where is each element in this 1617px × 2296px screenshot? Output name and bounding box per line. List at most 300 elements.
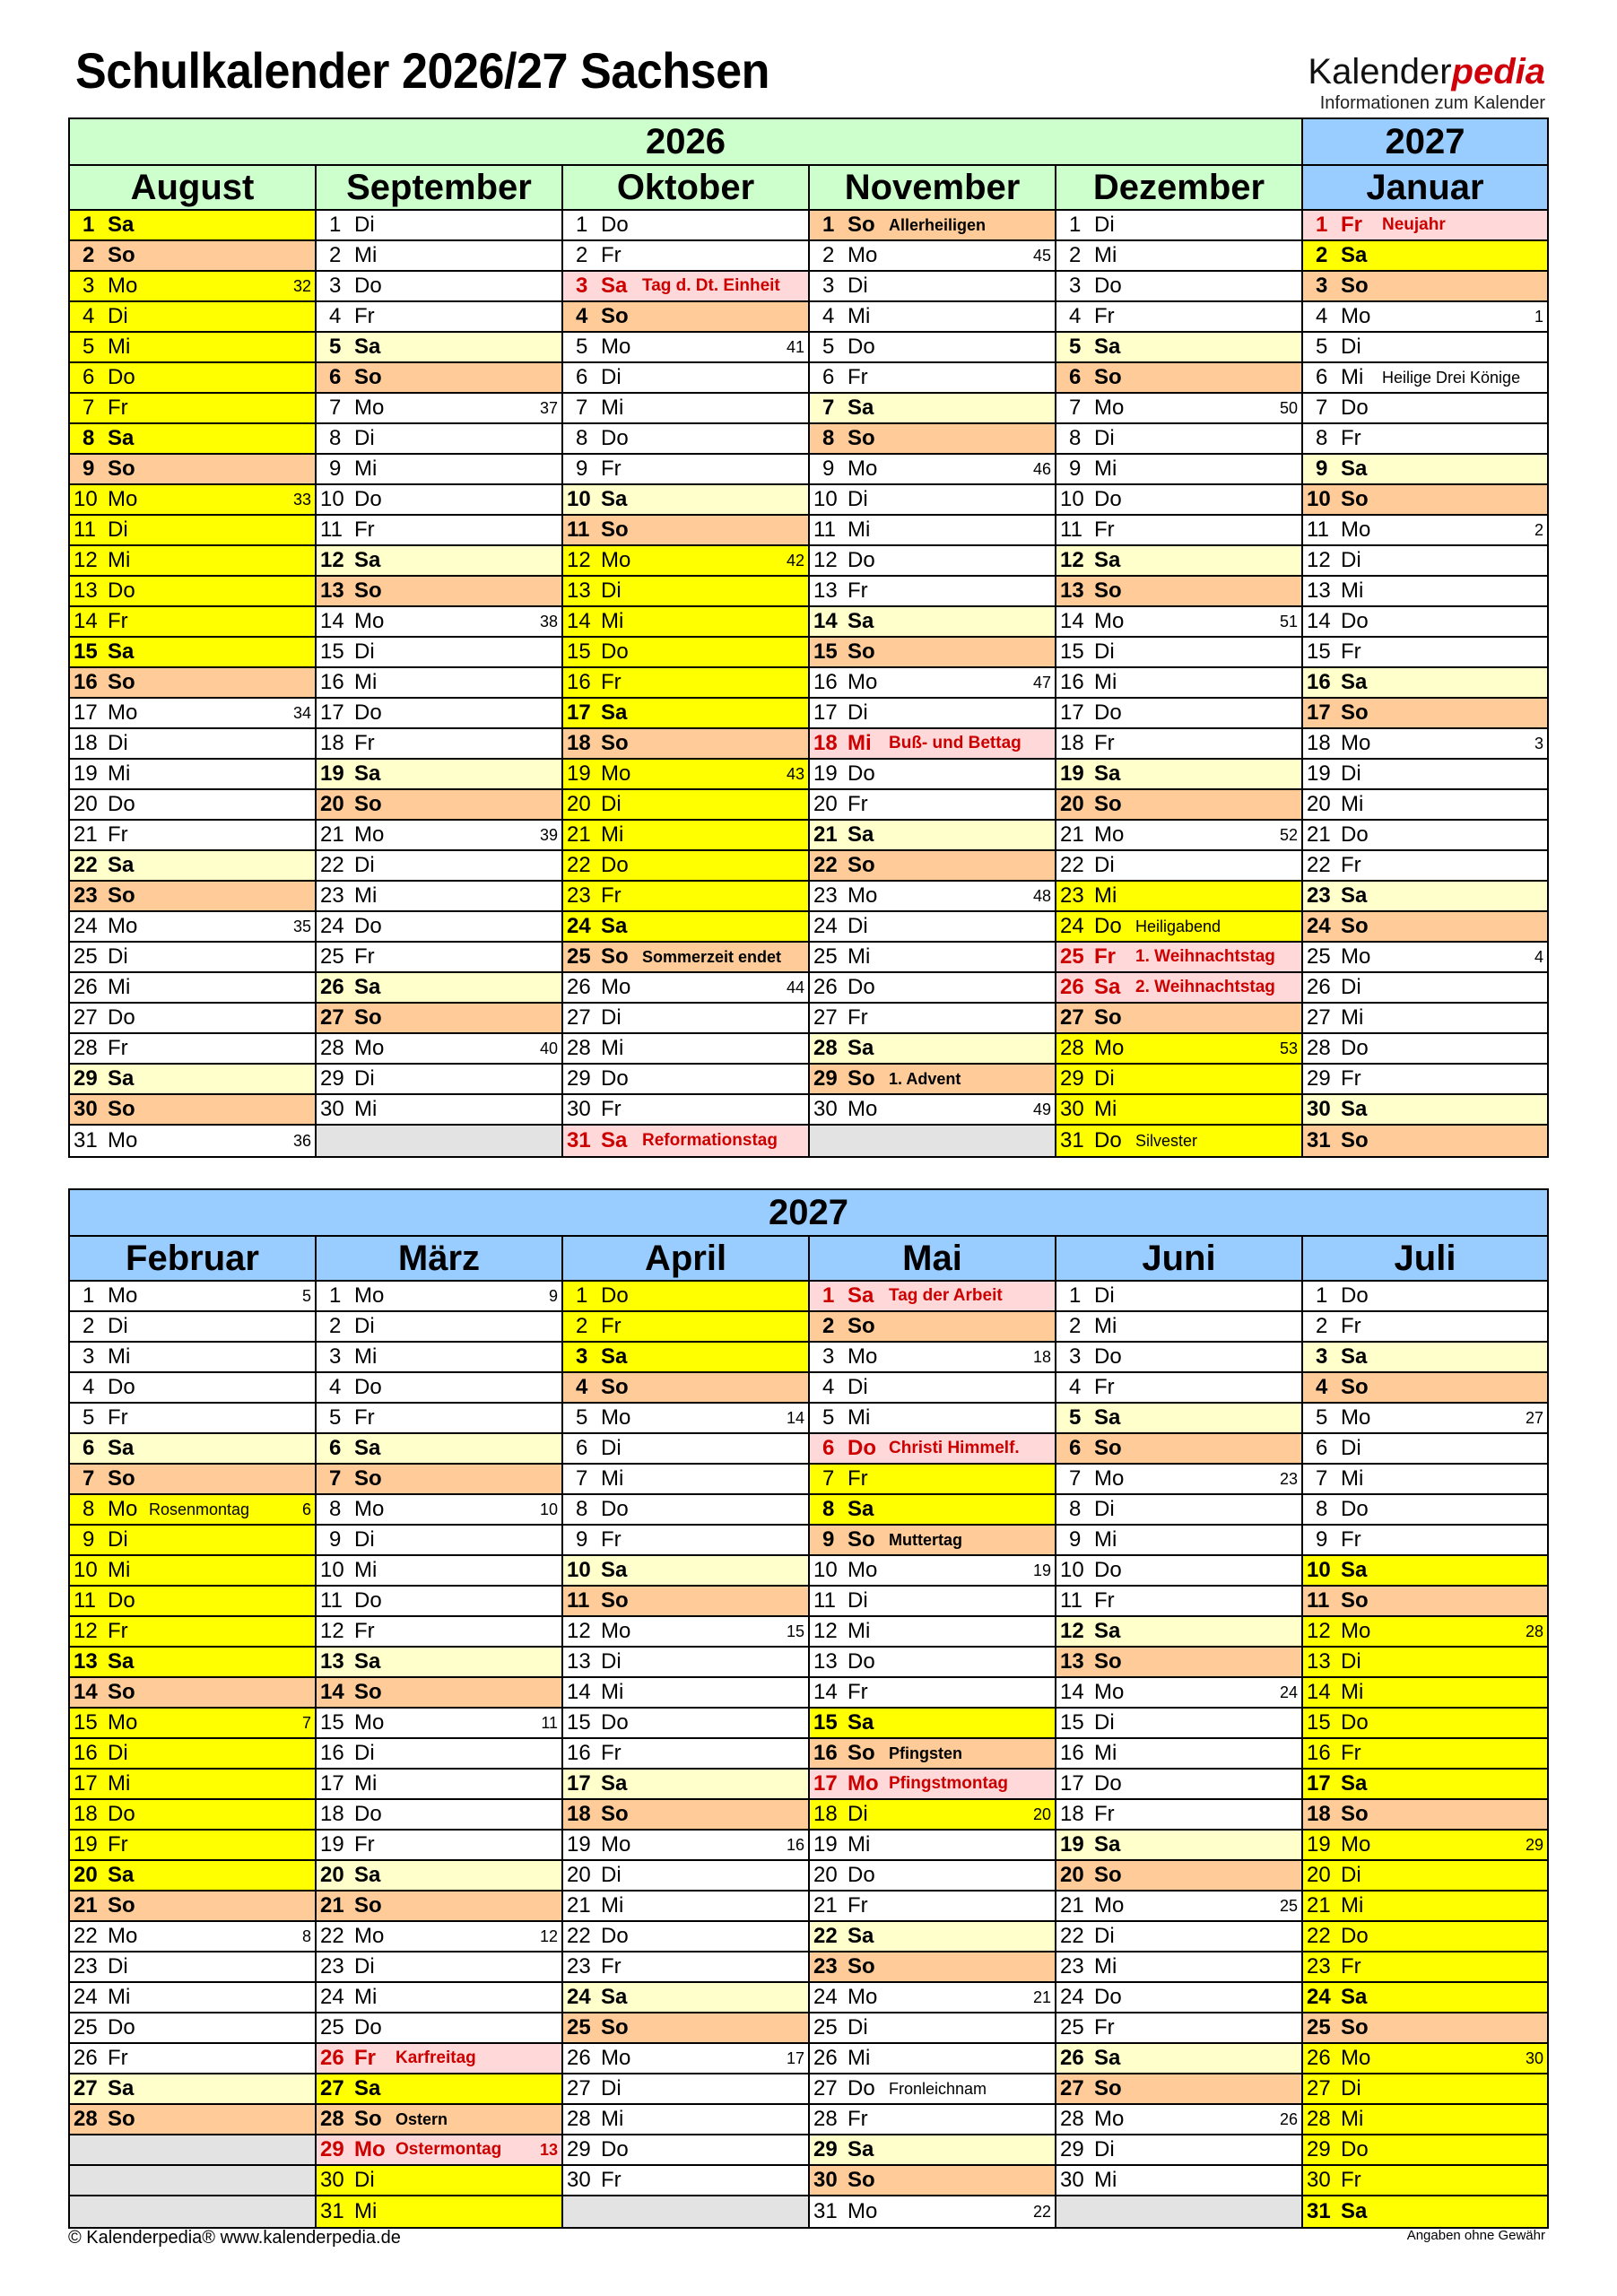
day-cell[interactable]: [1303, 2196, 1547, 2227]
day-cell[interactable]: [1056, 1922, 1301, 1952]
day-cell[interactable]: [1303, 516, 1547, 546]
day-cell[interactable]: [317, 668, 561, 699]
day-cell[interactable]: [563, 2013, 808, 2044]
day-cell[interactable]: [317, 1312, 561, 1343]
day-cell[interactable]: [1056, 821, 1301, 851]
day-cell[interactable]: [1056, 1465, 1301, 1495]
day-cell[interactable]: [563, 363, 808, 394]
day-cell[interactable]: [70, 760, 315, 790]
day-cell[interactable]: [317, 1404, 561, 1434]
day-cell[interactable]: [317, 1004, 561, 1034]
day-cell[interactable]: [317, 394, 561, 424]
day-cell[interactable]: [70, 1373, 315, 1404]
day-cell[interactable]: [317, 882, 561, 912]
day-cell[interactable]: [810, 516, 1055, 546]
day-cell[interactable]: [70, 607, 315, 638]
day-cell[interactable]: [70, 882, 315, 912]
day-cell[interactable]: [563, 2166, 808, 2196]
day-cell[interactable]: [810, 394, 1055, 424]
day-cell[interactable]: [1056, 607, 1301, 638]
day-cell[interactable]: [317, 2044, 561, 2074]
day-cell[interactable]: [563, 1952, 808, 1983]
day-cell[interactable]: [70, 2044, 315, 2074]
day-cell[interactable]: [810, 821, 1055, 851]
day-cell[interactable]: [1056, 1831, 1301, 1861]
day-cell[interactable]: [317, 1922, 561, 1952]
day-cell[interactable]: [70, 1892, 315, 1922]
day-cell[interactable]: [1056, 1526, 1301, 1556]
day-cell[interactable]: [317, 607, 561, 638]
day-cell[interactable]: [317, 851, 561, 882]
day-cell[interactable]: [1303, 821, 1547, 851]
day-cell[interactable]: [1303, 1495, 1547, 1526]
day-cell[interactable]: [810, 2105, 1055, 2135]
day-cell[interactable]: [317, 821, 561, 851]
day-cell[interactable]: [563, 638, 808, 668]
day-cell[interactable]: [317, 455, 561, 485]
day-cell[interactable]: [70, 1922, 315, 1952]
day-cell[interactable]: [1056, 2013, 1301, 2044]
day-cell[interactable]: [1056, 1587, 1301, 1617]
day-cell[interactable]: [810, 1587, 1055, 1617]
day-cell[interactable]: [1056, 1495, 1301, 1526]
day-cell[interactable]: [563, 1004, 808, 1034]
day-cell[interactable]: [1303, 424, 1547, 455]
day-cell[interactable]: [810, 211, 1055, 241]
day-cell[interactable]: [1056, 2074, 1301, 2105]
day-cell[interactable]: [810, 1495, 1055, 1526]
day-cell[interactable]: [70, 1343, 315, 1373]
day-cell[interactable]: [810, 943, 1055, 973]
day-cell[interactable]: [317, 211, 561, 241]
day-cell[interactable]: [1056, 1952, 1301, 1983]
day-cell[interactable]: [317, 1556, 561, 1587]
day-cell[interactable]: [1303, 760, 1547, 790]
day-cell[interactable]: [70, 2074, 315, 2105]
day-cell[interactable]: [1303, 363, 1547, 394]
day-cell[interactable]: [1303, 607, 1547, 638]
day-cell[interactable]: [1303, 546, 1547, 577]
day-cell[interactable]: [563, 272, 808, 302]
day-cell[interactable]: [1056, 1709, 1301, 1739]
day-cell[interactable]: [70, 1709, 315, 1739]
day-cell[interactable]: [810, 1373, 1055, 1404]
day-cell[interactable]: [70, 1648, 315, 1678]
day-cell[interactable]: [70, 516, 315, 546]
day-cell[interactable]: [1056, 1770, 1301, 1800]
day-cell[interactable]: [1056, 2166, 1301, 2196]
day-cell[interactable]: [1056, 2044, 1301, 2074]
day-cell[interactable]: [317, 1282, 561, 1312]
day-cell[interactable]: [1056, 485, 1301, 516]
day-cell[interactable]: [1056, 1065, 1301, 1095]
day-cell[interactable]: [70, 1800, 315, 1831]
day-cell[interactable]: [810, 302, 1055, 333]
day-cell[interactable]: [317, 485, 561, 516]
day-cell[interactable]: [1303, 668, 1547, 699]
day-cell[interactable]: [563, 851, 808, 882]
day-cell[interactable]: [70, 333, 315, 363]
day-cell[interactable]: [1303, 2105, 1547, 2135]
day-cell[interactable]: [317, 1065, 561, 1095]
day-cell[interactable]: [810, 1065, 1055, 1095]
day-cell[interactable]: [317, 1095, 561, 1126]
day-cell[interactable]: [1303, 2074, 1547, 2105]
day-cell[interactable]: [317, 973, 561, 1004]
day-cell[interactable]: [1056, 455, 1301, 485]
day-cell[interactable]: [1056, 973, 1301, 1004]
day-cell[interactable]: [1056, 1373, 1301, 1404]
day-cell[interactable]: [317, 1617, 561, 1648]
day-cell[interactable]: [70, 973, 315, 1004]
day-cell[interactable]: [317, 2074, 561, 2105]
day-cell[interactable]: [1056, 1095, 1301, 1126]
day-cell[interactable]: [810, 1892, 1055, 1922]
day-cell[interactable]: [1056, 1678, 1301, 1709]
day-cell[interactable]: [1056, 333, 1301, 363]
day-cell[interactable]: [563, 1465, 808, 1495]
day-cell[interactable]: [810, 699, 1055, 729]
day-cell[interactable]: [810, 1770, 1055, 1800]
day-cell[interactable]: [317, 1495, 561, 1526]
day-cell[interactable]: [563, 2044, 808, 2074]
day-cell[interactable]: [1056, 577, 1301, 607]
day-cell[interactable]: [1303, 1800, 1547, 1831]
day-cell[interactable]: [1303, 1861, 1547, 1892]
day-cell[interactable]: [70, 1952, 315, 1983]
day-cell[interactable]: [1303, 577, 1547, 607]
day-cell[interactable]: [1303, 699, 1547, 729]
day-cell[interactable]: [810, 790, 1055, 821]
day-cell[interactable]: [563, 455, 808, 485]
day-cell[interactable]: [810, 1556, 1055, 1587]
day-cell[interactable]: [1303, 1034, 1547, 1065]
day-cell[interactable]: [70, 577, 315, 607]
day-cell[interactable]: [70, 821, 315, 851]
day-cell[interactable]: [563, 333, 808, 363]
day-cell[interactable]: [1056, 729, 1301, 760]
day-cell[interactable]: [70, 1312, 315, 1343]
day-cell[interactable]: [563, 1373, 808, 1404]
day-cell[interactable]: [70, 1770, 315, 1800]
day-cell[interactable]: [1303, 1343, 1547, 1373]
day-cell[interactable]: [563, 699, 808, 729]
day-cell[interactable]: [1056, 638, 1301, 668]
day-cell[interactable]: [317, 1587, 561, 1617]
day-cell[interactable]: [810, 851, 1055, 882]
day-cell[interactable]: [1056, 1034, 1301, 1065]
day-cell[interactable]: [70, 1404, 315, 1434]
day-cell[interactable]: [1303, 2135, 1547, 2166]
day-cell[interactable]: [1056, 1617, 1301, 1648]
day-cell[interactable]: [70, 1739, 315, 1770]
day-cell[interactable]: [1303, 943, 1547, 973]
day-cell[interactable]: [810, 638, 1055, 668]
day-cell[interactable]: [563, 1739, 808, 1770]
day-cell[interactable]: [810, 1404, 1055, 1434]
day-cell[interactable]: [563, 1434, 808, 1465]
day-cell[interactable]: [810, 1678, 1055, 1709]
day-cell[interactable]: [563, 729, 808, 760]
day-cell[interactable]: [563, 1095, 808, 1126]
day-cell[interactable]: [1303, 1587, 1547, 1617]
day-cell[interactable]: [1056, 943, 1301, 973]
day-cell[interactable]: [563, 1770, 808, 1800]
day-cell[interactable]: [563, 1922, 808, 1952]
day-cell[interactable]: [810, 2166, 1055, 2196]
day-cell[interactable]: [810, 241, 1055, 272]
day-cell[interactable]: [563, 882, 808, 912]
day-cell[interactable]: [1303, 302, 1547, 333]
day-cell[interactable]: [810, 607, 1055, 638]
day-cell[interactable]: [1303, 1004, 1547, 1034]
day-cell[interactable]: [810, 1709, 1055, 1739]
day-cell[interactable]: [317, 333, 561, 363]
day-cell[interactable]: [1303, 2166, 1547, 2196]
day-cell[interactable]: [810, 272, 1055, 302]
day-cell[interactable]: [70, 729, 315, 760]
day-cell[interactable]: [317, 546, 561, 577]
day-cell[interactable]: [563, 1343, 808, 1373]
day-cell[interactable]: [70, 1861, 315, 1892]
day-cell[interactable]: [810, 1983, 1055, 2013]
day-cell[interactable]: [1056, 2105, 1301, 2135]
day-cell[interactable]: [70, 1678, 315, 1709]
day-cell[interactable]: [563, 1648, 808, 1678]
day-cell[interactable]: [1303, 1065, 1547, 1095]
day-cell[interactable]: [563, 1034, 808, 1065]
day-cell[interactable]: [70, 668, 315, 699]
day-cell[interactable]: [1303, 1617, 1547, 1648]
day-cell[interactable]: [1303, 973, 1547, 1004]
kalenderpedia-logo[interactable]: [1308, 54, 1545, 114]
day-cell[interactable]: [563, 1709, 808, 1739]
day-cell[interactable]: [563, 1892, 808, 1922]
day-cell[interactable]: [1303, 333, 1547, 363]
day-cell[interactable]: [1056, 1556, 1301, 1587]
day-cell[interactable]: [810, 1617, 1055, 1648]
day-cell[interactable]: [1303, 882, 1547, 912]
day-cell[interactable]: [810, 1861, 1055, 1892]
day-cell[interactable]: [70, 241, 315, 272]
day-cell[interactable]: [1303, 272, 1547, 302]
day-cell[interactable]: [810, 1465, 1055, 1495]
day-cell[interactable]: [1303, 1526, 1547, 1556]
day-cell[interactable]: [563, 394, 808, 424]
day-cell[interactable]: [317, 1983, 561, 2013]
day-cell[interactable]: [563, 821, 808, 851]
day-cell[interactable]: [70, 943, 315, 973]
day-cell[interactable]: [1303, 1648, 1547, 1678]
day-cell[interactable]: [70, 2013, 315, 2044]
day-cell[interactable]: [1056, 699, 1301, 729]
day-cell[interactable]: [1056, 1004, 1301, 1034]
day-cell[interactable]: [317, 1831, 561, 1861]
day-cell[interactable]: [1056, 1800, 1301, 1831]
day-cell[interactable]: [1303, 1404, 1547, 1434]
day-cell[interactable]: [317, 699, 561, 729]
day-cell[interactable]: [1303, 1434, 1547, 1465]
day-cell[interactable]: [317, 1739, 561, 1770]
day-cell[interactable]: [810, 729, 1055, 760]
day-cell[interactable]: [810, 912, 1055, 943]
day-cell[interactable]: [70, 1526, 315, 1556]
day-cell[interactable]: [563, 760, 808, 790]
day-cell[interactable]: [1056, 1434, 1301, 1465]
day-cell[interactable]: [70, 851, 315, 882]
day-cell[interactable]: [317, 2135, 561, 2166]
day-cell[interactable]: [317, 1373, 561, 1404]
day-cell[interactable]: [563, 546, 808, 577]
day-cell[interactable]: [70, 394, 315, 424]
day-cell[interactable]: [70, 1065, 315, 1095]
day-cell[interactable]: [563, 211, 808, 241]
day-cell[interactable]: [810, 1922, 1055, 1952]
day-cell[interactable]: [70, 638, 315, 668]
day-cell[interactable]: [1056, 302, 1301, 333]
day-cell[interactable]: [1303, 851, 1547, 882]
day-cell[interactable]: [563, 607, 808, 638]
day-cell[interactable]: [1303, 1739, 1547, 1770]
day-cell[interactable]: [563, 2135, 808, 2166]
day-cell[interactable]: [810, 2135, 1055, 2166]
day-cell[interactable]: [810, 973, 1055, 1004]
day-cell[interactable]: [317, 1952, 561, 1983]
day-cell[interactable]: [563, 1831, 808, 1861]
day-cell[interactable]: [1303, 1282, 1547, 1312]
day-cell[interactable]: [810, 1343, 1055, 1373]
day-cell[interactable]: [563, 1617, 808, 1648]
day-cell[interactable]: [810, 1034, 1055, 1065]
day-cell[interactable]: [317, 912, 561, 943]
day-cell[interactable]: [1303, 485, 1547, 516]
day-cell[interactable]: [1056, 912, 1301, 943]
day-cell[interactable]: [810, 363, 1055, 394]
day-cell[interactable]: [317, 363, 561, 394]
day-cell[interactable]: [1056, 516, 1301, 546]
day-cell[interactable]: [1056, 424, 1301, 455]
day-cell[interactable]: [563, 912, 808, 943]
day-cell[interactable]: [810, 1526, 1055, 1556]
day-cell[interactable]: [1303, 1312, 1547, 1343]
day-cell[interactable]: [70, 1617, 315, 1648]
day-cell[interactable]: [563, 2074, 808, 2105]
day-cell[interactable]: [70, 1831, 315, 1861]
day-cell[interactable]: [810, 1800, 1055, 1831]
day-cell[interactable]: [563, 668, 808, 699]
day-cell[interactable]: [1303, 1465, 1547, 1495]
day-cell[interactable]: [317, 577, 561, 607]
day-cell[interactable]: [317, 424, 561, 455]
day-cell[interactable]: [70, 1465, 315, 1495]
day-cell[interactable]: [1303, 912, 1547, 943]
day-cell[interactable]: [317, 638, 561, 668]
day-cell[interactable]: [317, 1678, 561, 1709]
day-cell[interactable]: [1056, 546, 1301, 577]
day-cell[interactable]: [1056, 882, 1301, 912]
day-cell[interactable]: [317, 1709, 561, 1739]
day-cell[interactable]: [1056, 1282, 1301, 1312]
day-cell[interactable]: [810, 760, 1055, 790]
day-cell[interactable]: [70, 485, 315, 516]
day-cell[interactable]: [810, 455, 1055, 485]
day-cell[interactable]: [1056, 1648, 1301, 1678]
day-cell[interactable]: [70, 272, 315, 302]
day-cell[interactable]: [1303, 241, 1547, 272]
day-cell[interactable]: [1303, 1892, 1547, 1922]
day-cell[interactable]: [563, 1526, 808, 1556]
day-cell[interactable]: [317, 943, 561, 973]
day-cell[interactable]: [810, 1434, 1055, 1465]
day-cell[interactable]: [810, 2013, 1055, 2044]
day-cell[interactable]: [317, 2196, 561, 2227]
day-cell[interactable]: [317, 272, 561, 302]
day-cell[interactable]: [1303, 1831, 1547, 1861]
day-cell[interactable]: [1303, 455, 1547, 485]
day-cell[interactable]: [317, 1465, 561, 1495]
day-cell[interactable]: [1303, 1952, 1547, 1983]
day-cell[interactable]: [1303, 1126, 1547, 1156]
day-cell[interactable]: [810, 2044, 1055, 2074]
day-cell[interactable]: [70, 1983, 315, 2013]
day-cell[interactable]: [317, 1343, 561, 1373]
day-cell[interactable]: [1056, 790, 1301, 821]
day-cell[interactable]: [1303, 1095, 1547, 1126]
day-cell[interactable]: [70, 455, 315, 485]
day-cell[interactable]: [70, 790, 315, 821]
day-cell[interactable]: [1056, 851, 1301, 882]
day-cell[interactable]: [70, 1434, 315, 1465]
day-cell[interactable]: [810, 1004, 1055, 1034]
day-cell[interactable]: [810, 577, 1055, 607]
day-cell[interactable]: [563, 790, 808, 821]
day-cell[interactable]: [70, 1495, 315, 1526]
day-cell[interactable]: [563, 241, 808, 272]
day-cell[interactable]: [317, 790, 561, 821]
day-cell[interactable]: [563, 577, 808, 607]
day-cell[interactable]: [317, 1892, 561, 1922]
day-cell[interactable]: [1303, 1709, 1547, 1739]
day-cell[interactable]: [317, 1648, 561, 1678]
day-cell[interactable]: [563, 424, 808, 455]
day-cell[interactable]: [1056, 668, 1301, 699]
day-cell[interactable]: [70, 211, 315, 241]
day-cell[interactable]: [1056, 1861, 1301, 1892]
day-cell[interactable]: [563, 2105, 808, 2135]
day-cell[interactable]: [563, 485, 808, 516]
day-cell[interactable]: [1303, 1770, 1547, 1800]
day-cell[interactable]: [70, 424, 315, 455]
day-cell[interactable]: [810, 1095, 1055, 1126]
day-cell[interactable]: [810, 1648, 1055, 1678]
day-cell[interactable]: [810, 668, 1055, 699]
day-cell[interactable]: [1056, 211, 1301, 241]
day-cell[interactable]: [563, 1556, 808, 1587]
day-cell[interactable]: [317, 516, 561, 546]
day-cell[interactable]: [563, 1404, 808, 1434]
day-cell[interactable]: [1303, 2013, 1547, 2044]
day-cell[interactable]: [317, 302, 561, 333]
day-cell[interactable]: [1303, 211, 1547, 241]
day-cell[interactable]: [317, 1861, 561, 1892]
day-cell[interactable]: [70, 1034, 315, 1065]
day-cell[interactable]: [563, 1587, 808, 1617]
day-cell[interactable]: [70, 302, 315, 333]
day-cell[interactable]: [317, 729, 561, 760]
day-cell[interactable]: [563, 302, 808, 333]
day-cell[interactable]: [70, 912, 315, 943]
day-cell[interactable]: [563, 1126, 808, 1156]
